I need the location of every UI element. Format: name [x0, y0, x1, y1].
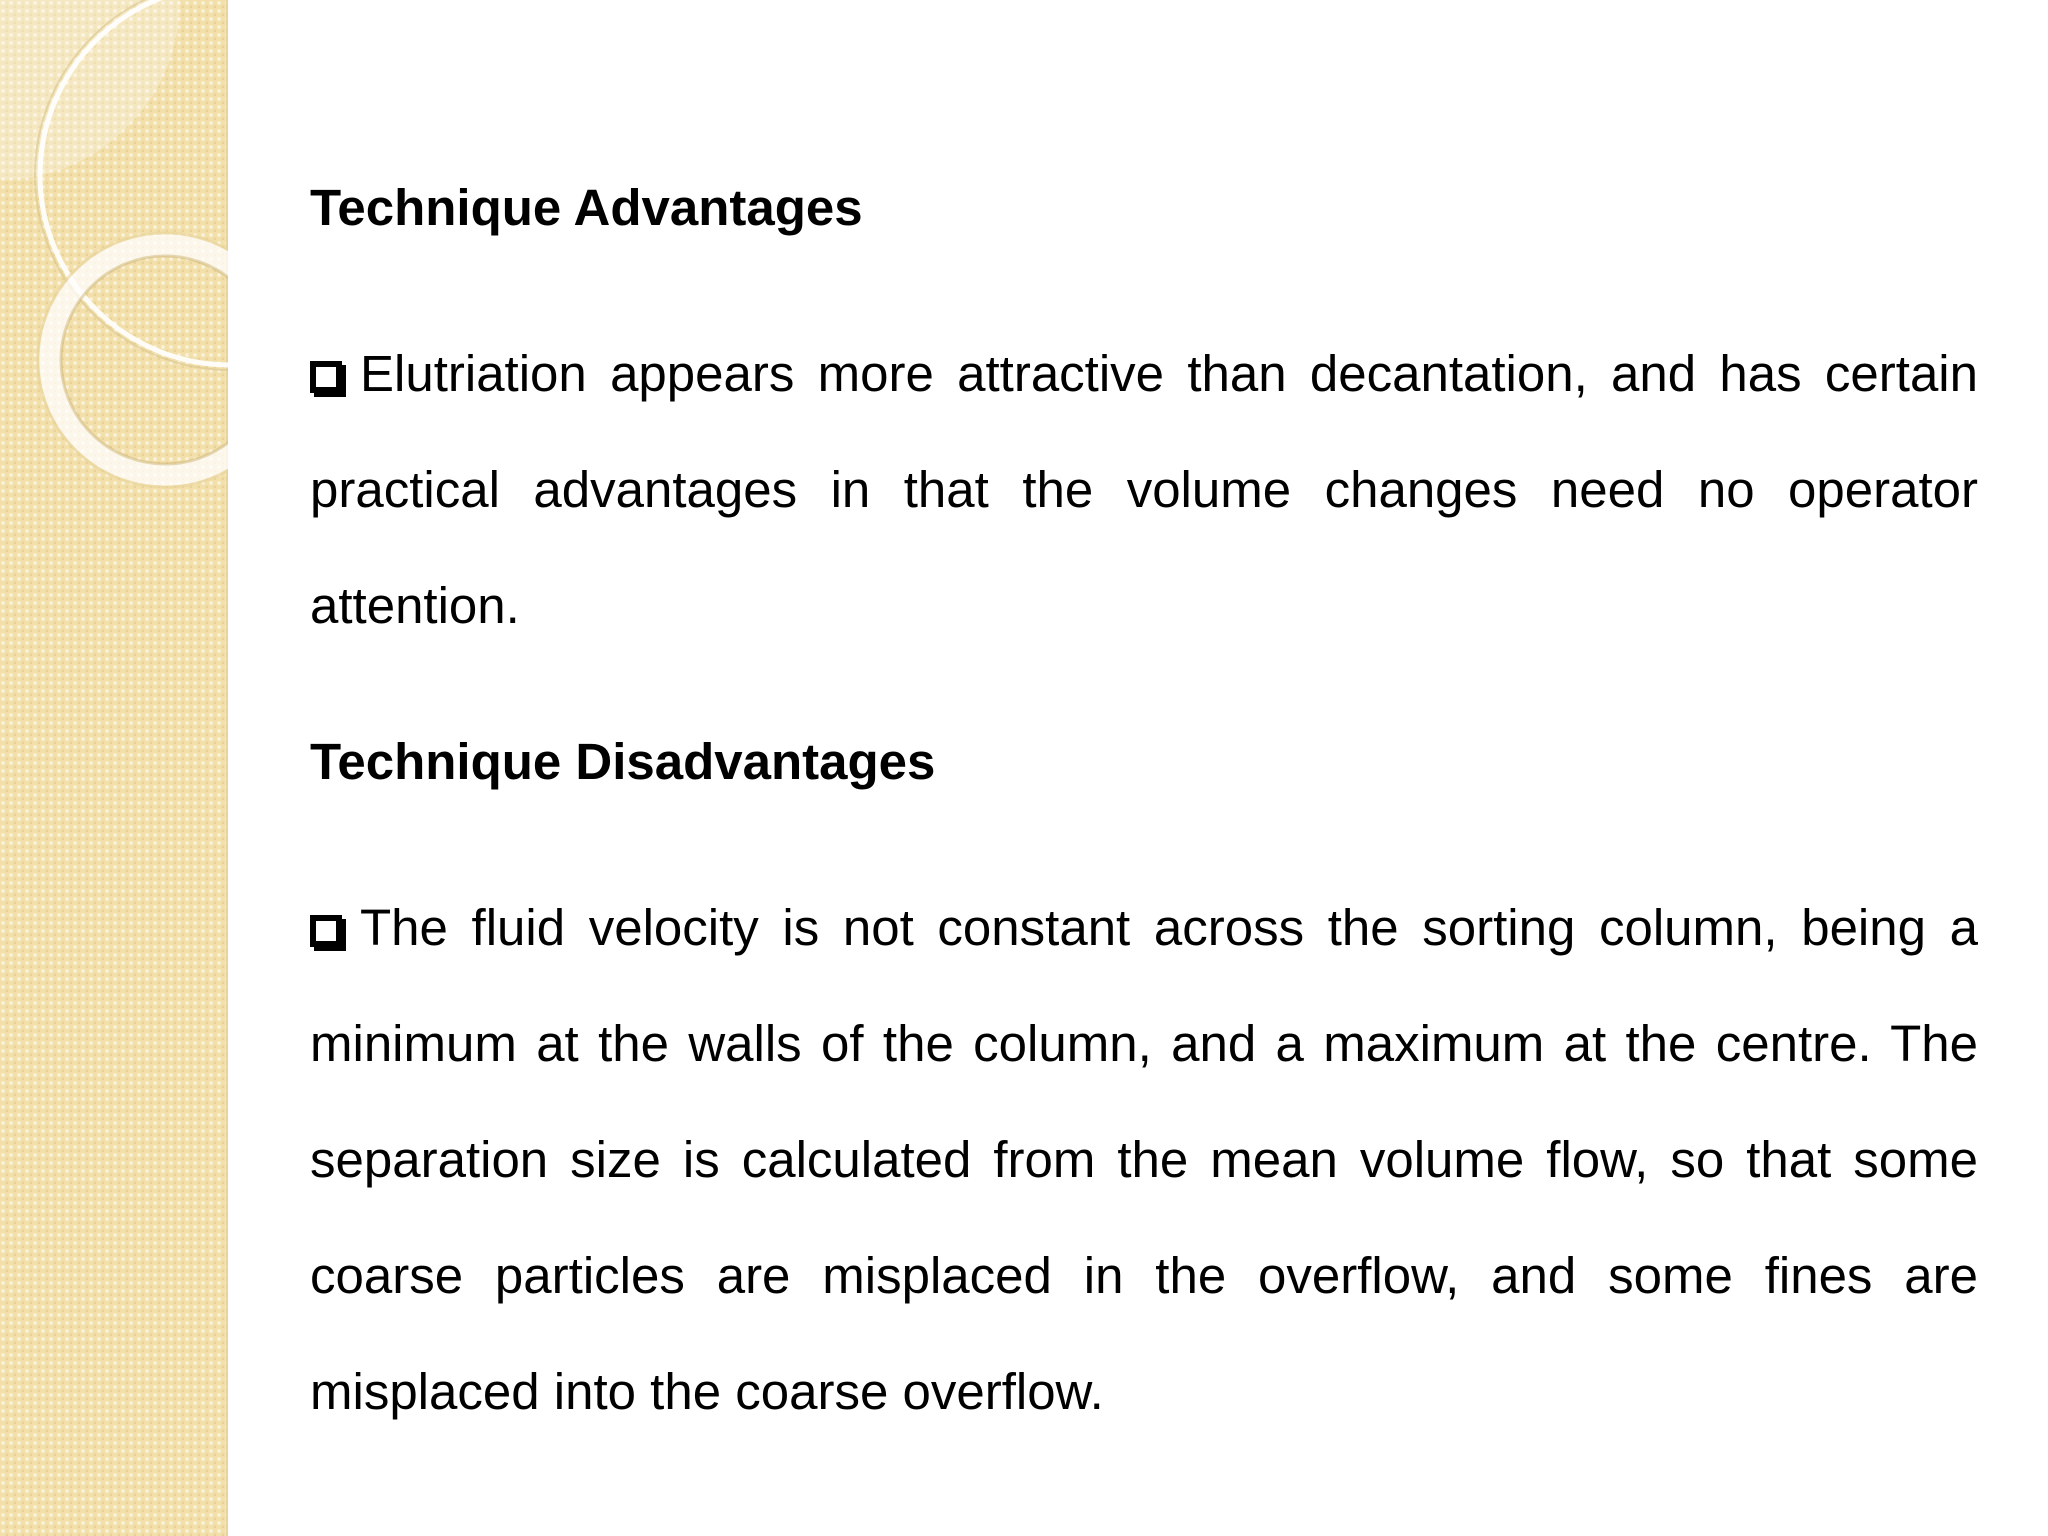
- slide-content: [310, 168, 1978, 1450]
- advantages-text: Elutriation appears more attractive than decantation, and has certain practical advantages in that the volume changes need no operator attention.: [310, 345, 1978, 634]
- disadvantages-heading: Technique Disadvantages: [310, 733, 936, 790]
- advantages-bullet: [310, 316, 1978, 664]
- advantages-heading: Technique Advantages: [310, 179, 863, 236]
- checkbox-bullet-icon: [310, 915, 342, 947]
- decorative-rings-icon: [0, 0, 228, 520]
- decorative-side-band: [0, 0, 228, 1536]
- disadvantages-text: The fluid velocity is not constant across the sorting column, being a minimum at the walls of the column, and a maximum at the centre. The separation size is calculated from the mean volume flow, so that some coarse particles are misplaced in the overflow, and some fines are misplaced into the coarse overflow.: [310, 899, 1978, 1420]
- disadvantages-bullet: [310, 870, 1978, 1450]
- checkbox-bullet-icon: [310, 361, 342, 393]
